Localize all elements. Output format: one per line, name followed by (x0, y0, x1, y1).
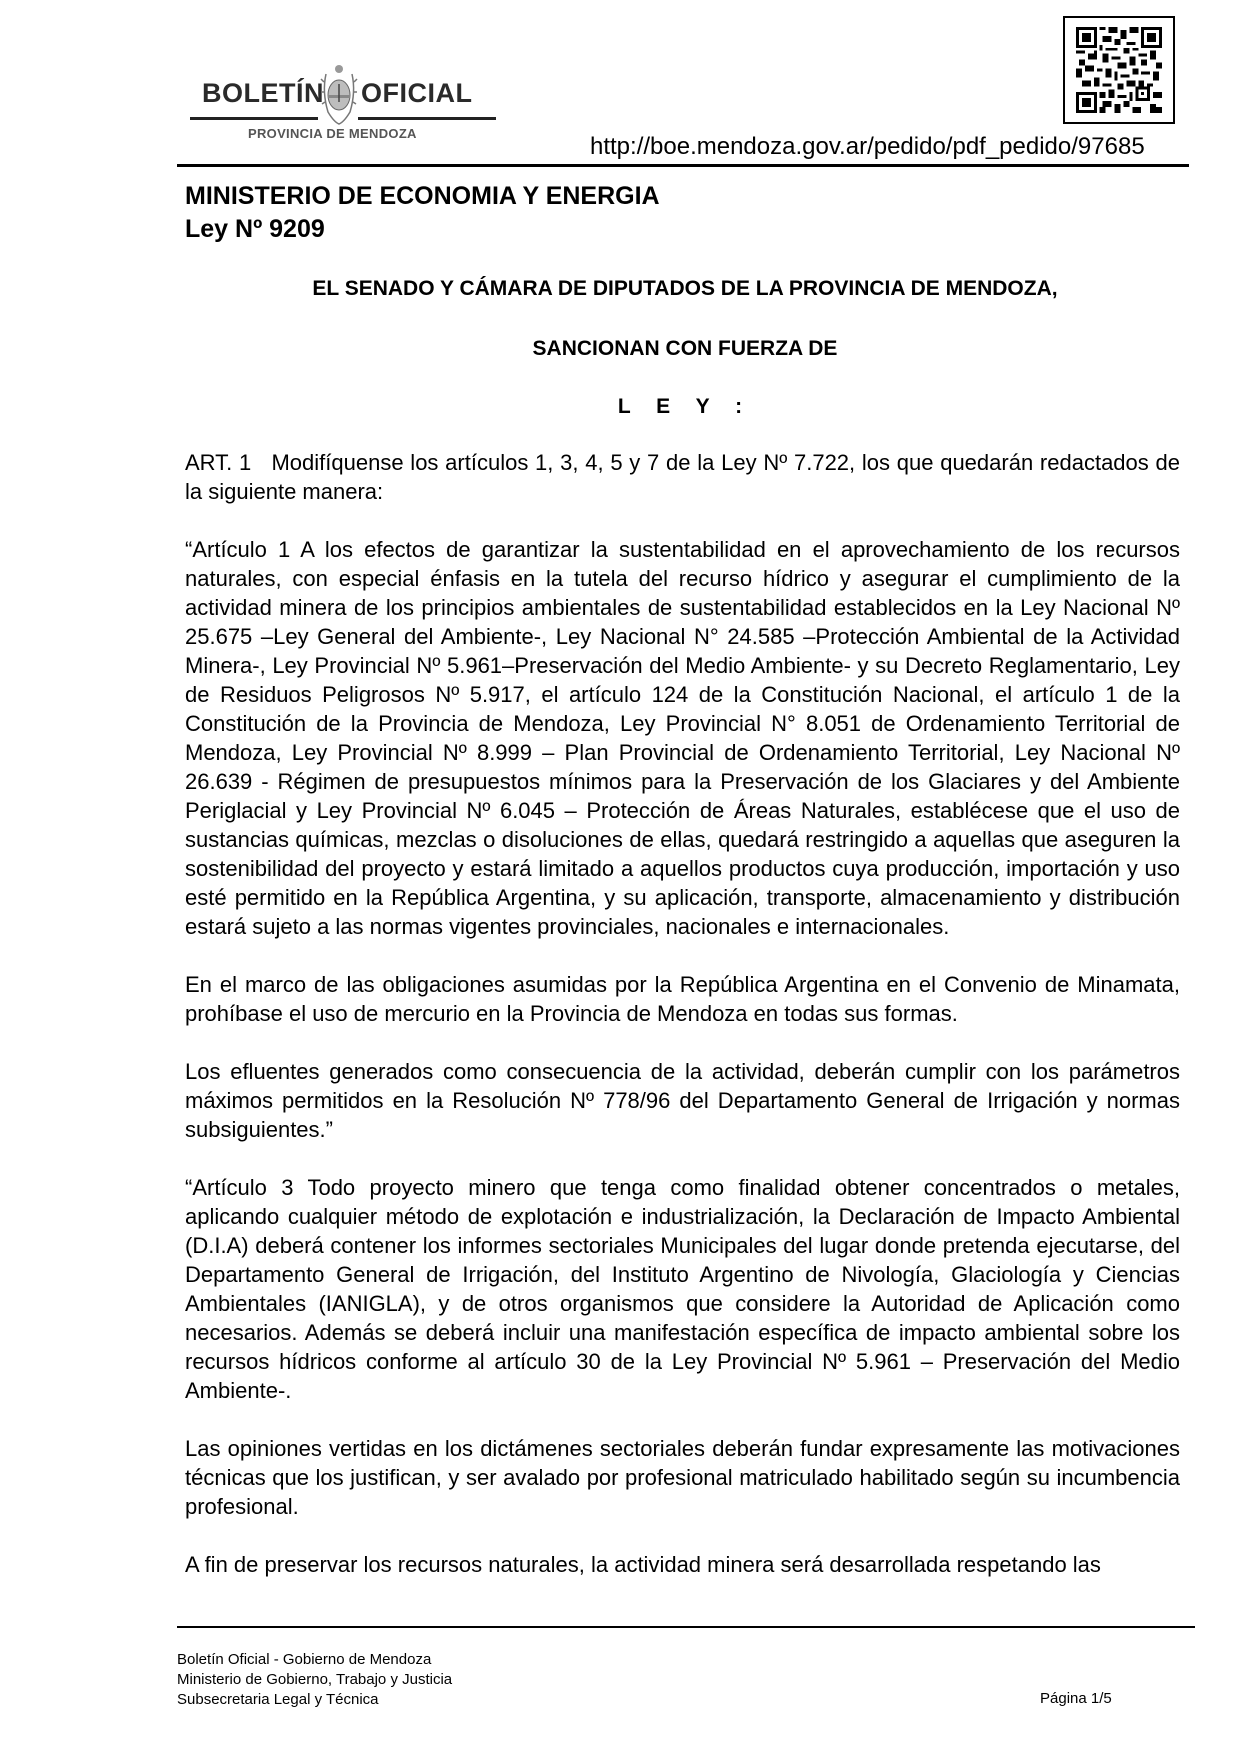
paragraph-efluentes: Los efluentes generados como consecuencia de la actividad, deberán cumplir con los parámetros máximos permitidos en la Resolución Nº 778/96 del Departamento General de Irrigación y normas subsiguientes.” (185, 1059, 1180, 1142)
enacting-heading: EL SENADO Y CÁMARA DE DIPUTADOS DE LA PROVINCIA DE MENDOZA, (312, 277, 1058, 300)
paragraph-preservar: A fin de preservar los recursos naturales, la actividad minera será desarrollada respetando las (185, 1552, 1101, 1577)
footer-line: Ministerio de Gobierno, Trabajo y Justicia (177, 1671, 453, 1688)
footer-divider (177, 1626, 1195, 1628)
logo-word-oficial: OFICIAL (361, 78, 473, 108)
footer-line: Boletín Oficial - Gobierno de Mendoza (177, 1651, 432, 1668)
paragraph-articulo3: “Artículo 3 Todo proyecto minero que tenga como finalidad obtener concentrados o metales, aplicando cualquier método de explotación e industrialización, la Declaración de Impacto Ambiental (D.I.A) deberá contener los informes sectoriales Municipales del lugar donde pretenda ejecutarse, del Departamento General de Irrigación, del Instituto Argentino de Nivología, Glaciología y Ciencias Ambientales (IANIGLA), y de otros organismos que considere la Autoridad de Aplicación como necesarios. Además se deberá incluir una manifestación específica de impacto ambiental sobre los recursos hídricos conforme al artículo 30 de la Ley Provincial Nº 5.961 – Preservación del Medio Ambiente-. (185, 1175, 1180, 1403)
logo-subtitle: PROVINCIA DE MENDOZA (248, 126, 417, 141)
qr-code-icon (1076, 27, 1162, 113)
paragraph-art1: ART. 1 Modifíquense los artículos 1, 3, 4, 5 y 7 de la Ley Nº 7.722, los que quedarán redactados de la siguiente manera: (185, 450, 1187, 504)
ley-heading: L E Y : (617, 395, 753, 418)
law-number: Ley Nº 9209 (185, 215, 325, 243)
sanction-heading: SANCIONAN CON FUERZA DE (532, 337, 838, 360)
ministry-title: MINISTERIO DE ECONOMIA Y ENERGIA (185, 182, 660, 210)
boletin-oficial-logo (190, 56, 500, 148)
logo-rule-left (190, 117, 318, 120)
paragraph-opiniones: Las opiniones vertidas en los dictámenes sectoriales deberán fundar expresamente las motivaciones técnicas que los justifican, y ser avalado por profesional matriculado habilitado según su incumbencia profesional. (185, 1436, 1180, 1519)
page-number: Página 1/5 (1040, 1690, 1112, 1707)
coat-of-arms-icon (320, 62, 358, 126)
logo-rule-right (358, 117, 496, 120)
document-url[interactable]: http://boe.mendoza.gov.ar/pedido/pdf_pedido/97685 (590, 133, 1145, 160)
paragraph-minamata: En el marco de las obligaciones asumidas por la República Argentina en el Convenio de Minamata, prohíbase el uso de mercurio en la Provincia de Mendoza en todas sus formas. (185, 972, 1180, 1026)
document-body (185, 448, 1187, 1608)
footer-info (177, 1650, 452, 1710)
logo-word-boletin: BOLETÍN (202, 78, 324, 108)
qr-code (1063, 16, 1175, 124)
footer-line: Subsecretaria Legal y Técnica (177, 1691, 379, 1708)
header-divider (177, 164, 1189, 167)
paragraph-articulo1: “Artículo 1 A los efectos de garantizar la sustentabilidad en el aprovechamiento de los recursos naturales, con especial énfasis en la tutela del recurso hídrico y asegurar el cumplimiento de la actividad minera de los principios ambientales de sustentabilidad establecidos en la Ley Nacional Nº 25.675 –Ley General del Ambiente-, Ley Nacional N° 24.585 –Protección Ambiental de la Actividad Minera-, Ley Provincial Nº 5.961–Preservación del Medio Ambiente- y su Decreto Reglamentario, Ley de Residuos Peligrosos Nº 5.917, el artículo 124 de la Constitución Nacional, el artículo 1 de la Constitución de la Provincia de Mendoza, Ley Provincial N° 8.051 de Ordenamiento Territorial de Mendoza, Ley Provincial Nº 8.999 – Plan Provincial de Ordenamiento Territorial, Ley Nacional Nº 26.639 - Régimen de presupuestos mínimos para la Preservación de los Glaciares y del Ambiente Periglacial y Ley Provincial Nº 6.045 – Protección de Áreas Naturales, establécese que el uso de sustancias químicas, mezclas o disoluciones de ellas, quedará restringido a aquellas que aseguren la sostenibilidad del proyecto y estará limitado a aquellos productos cuya producción, importación y uso esté permitido en la República Argentina, y su aplicación, transporte, almacenamiento y distribución estará sujeto a las normas vigentes provinciales, nacionales e internacionales. (185, 537, 1180, 939)
